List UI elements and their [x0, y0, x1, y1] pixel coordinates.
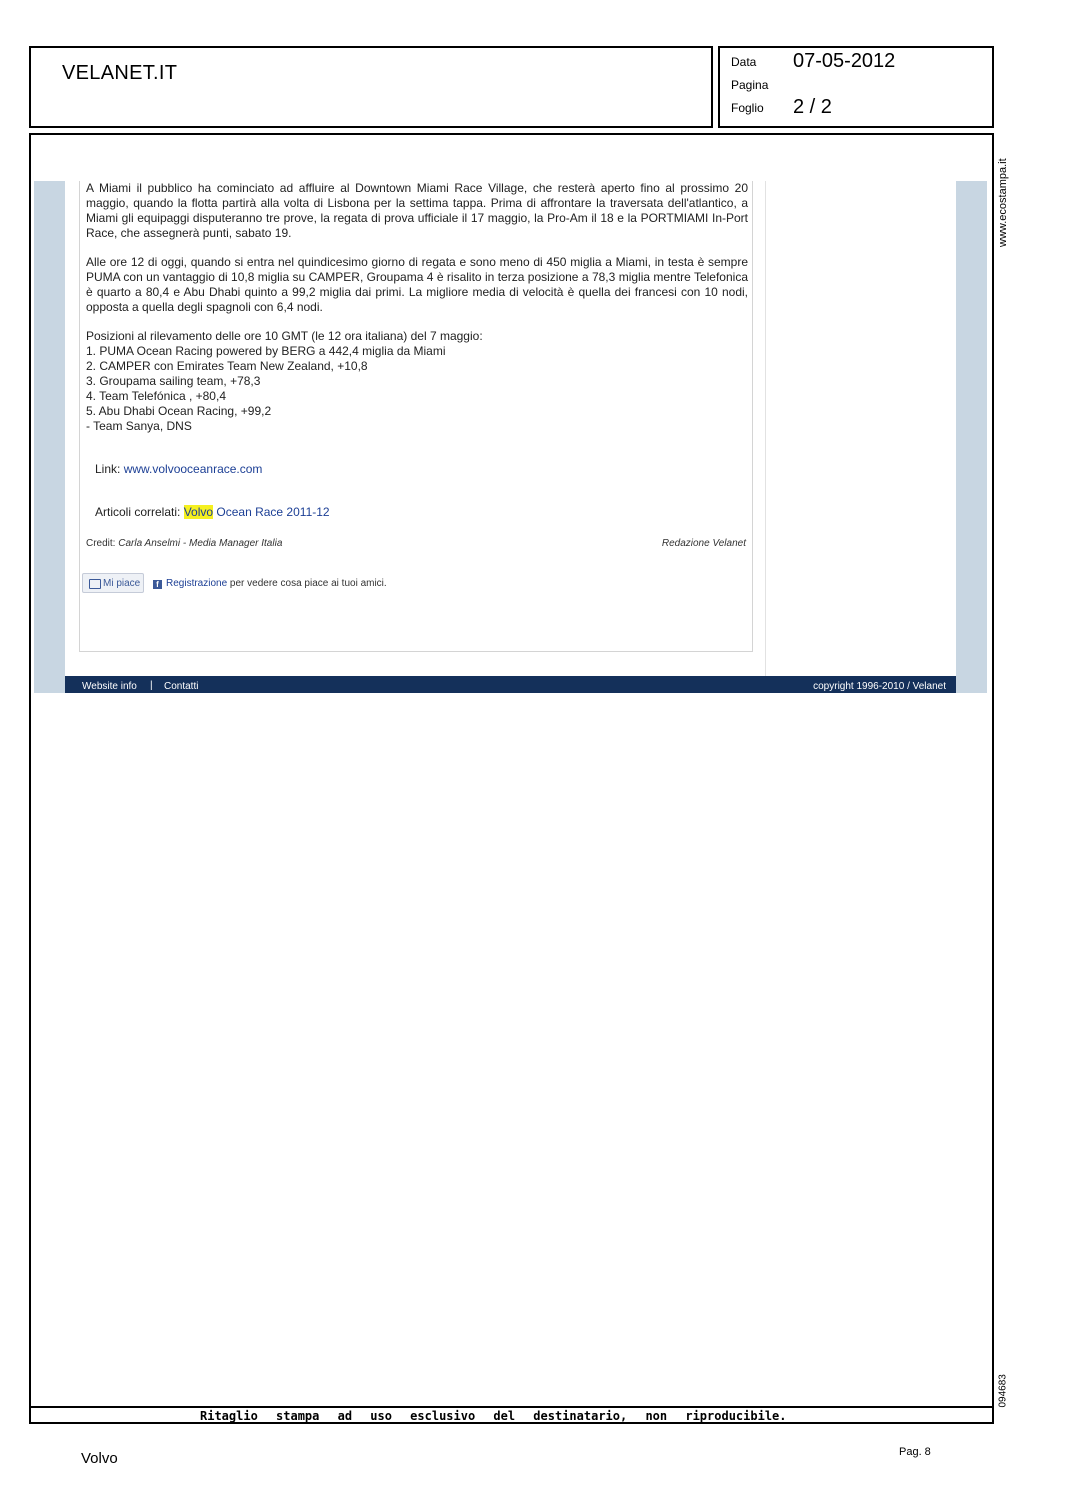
website-screenshot	[34, 181, 987, 693]
copyright-text: copyright 1996-2010 / Velanet	[813, 681, 946, 692]
header-meta-box	[718, 46, 994, 128]
data-value: 07-05-2012	[793, 50, 896, 72]
credit-label: Credit:	[86, 538, 116, 549]
like-button[interactable]	[82, 573, 144, 593]
thumbs-up-icon	[89, 579, 101, 589]
related-label: Articoli correlati:	[95, 505, 181, 519]
related-link-rest: Ocean Race 2011-12	[213, 505, 330, 519]
right-column-divider	[765, 181, 766, 676]
website-info-link[interactable]: Website info	[82, 681, 137, 692]
side-url	[996, 148, 1010, 248]
footer-page-number: Pag. 8	[899, 1446, 931, 1458]
disclaimer-bar	[29, 1406, 994, 1424]
position-item: 5. Abu Dhabi Ocean Racing, +99,2	[86, 404, 272, 418]
position-item: 2. CAMPER con Emirates Team New Zealand, +10,8	[86, 359, 368, 373]
pagina-label: Pagina	[731, 78, 769, 92]
registration-link[interactable]: Registrazione	[166, 578, 228, 589]
facebook-icon: f	[153, 580, 162, 589]
disclaimer-text: Ritaglio stampa ad uso esclusivo del destinatario, non riproducibile.	[200, 1409, 787, 1423]
link-row	[95, 462, 262, 476]
header-publication-box	[29, 46, 713, 128]
side-url-text: www.ecostampa.it	[997, 158, 1009, 247]
side-code-text: 094683	[997, 1374, 1009, 1408]
foglio-label: Foglio	[731, 101, 764, 115]
facebook-register-row	[153, 578, 387, 589]
redazione-credit: Redazione Velanet	[661, 538, 746, 549]
highlighted-keyword: Volvo	[183, 505, 214, 519]
footer-separator: |	[150, 680, 153, 691]
site-footer-bar	[65, 676, 956, 693]
link-label: Link:	[95, 462, 121, 476]
data-label: Data	[731, 55, 757, 69]
position-item: 4. Team Telefónica , +80,4	[86, 389, 226, 403]
credit-row	[86, 538, 746, 549]
article-paragraph: A Miami il pubblico ha cominciato ad affluire al Downtown Miami Race Village, che resterà aperto fino al prossimo 20 maggio, quando la flotta partirà alla volta di Lisbona per la settima tappa. Prima di affrontare la traversata dell'atlantico, a Miami gli equipaggi disputeranno tre prove, la regata di prova ufficiale il 17 maggio, la Pro-Am il 18 e la PORTMIAMI In-Port Race, che assegnerà punti, sabato 19.	[86, 181, 748, 240]
positions-intro: Posizioni al rilevamento delle ore 10 GMT (le 12 ora italiana) del 7 maggio:	[86, 329, 483, 343]
contatti-link[interactable]: Contatti	[164, 681, 199, 692]
position-item: 3. Groupama sailing team, +78,3	[86, 374, 261, 388]
foglio-value: 2 / 2	[793, 96, 832, 118]
credit-value: Carla Anselmi - Media Manager Italia	[118, 538, 283, 549]
publication-name: VELANET.IT	[62, 62, 178, 84]
related-row	[95, 505, 330, 519]
related-article-link[interactable]	[184, 505, 330, 519]
position-item: 1. PUMA Ocean Racing powered by BERG a 442,4 miglia da Miami	[86, 344, 446, 358]
volvo-ocean-race-link[interactable]: www.volvooceanrace.com	[123, 462, 263, 476]
article-paragraph: Alle ore 12 di oggi, quando si entra nel quindicesimo giorno di regata e sono meno di 450 miglia a Miami, in testa è sempre PUMA con un vantaggio di 10,8 miglia su CAMPER, Groupama 4 è risalito in terza posizione a 78,3 miglia mentre Telefonica è quarto a 80,4 e Abu Dhabi quinto a 99,2 miglia dai primi. La migliore media di velocità è quella dei francesi con 10 nodi, opposta a quella degli spagnoli con 6,4 nodi.	[86, 255, 748, 314]
footer-tag: Volvo	[81, 1450, 118, 1467]
register-text: per vedere cosa piace ai tuoi amici.	[227, 578, 387, 589]
like-label: Mi piace	[103, 578, 141, 589]
article-body	[86, 181, 748, 434]
position-item: - Team Sanya, DNS	[86, 419, 192, 433]
side-code	[996, 1368, 1010, 1408]
